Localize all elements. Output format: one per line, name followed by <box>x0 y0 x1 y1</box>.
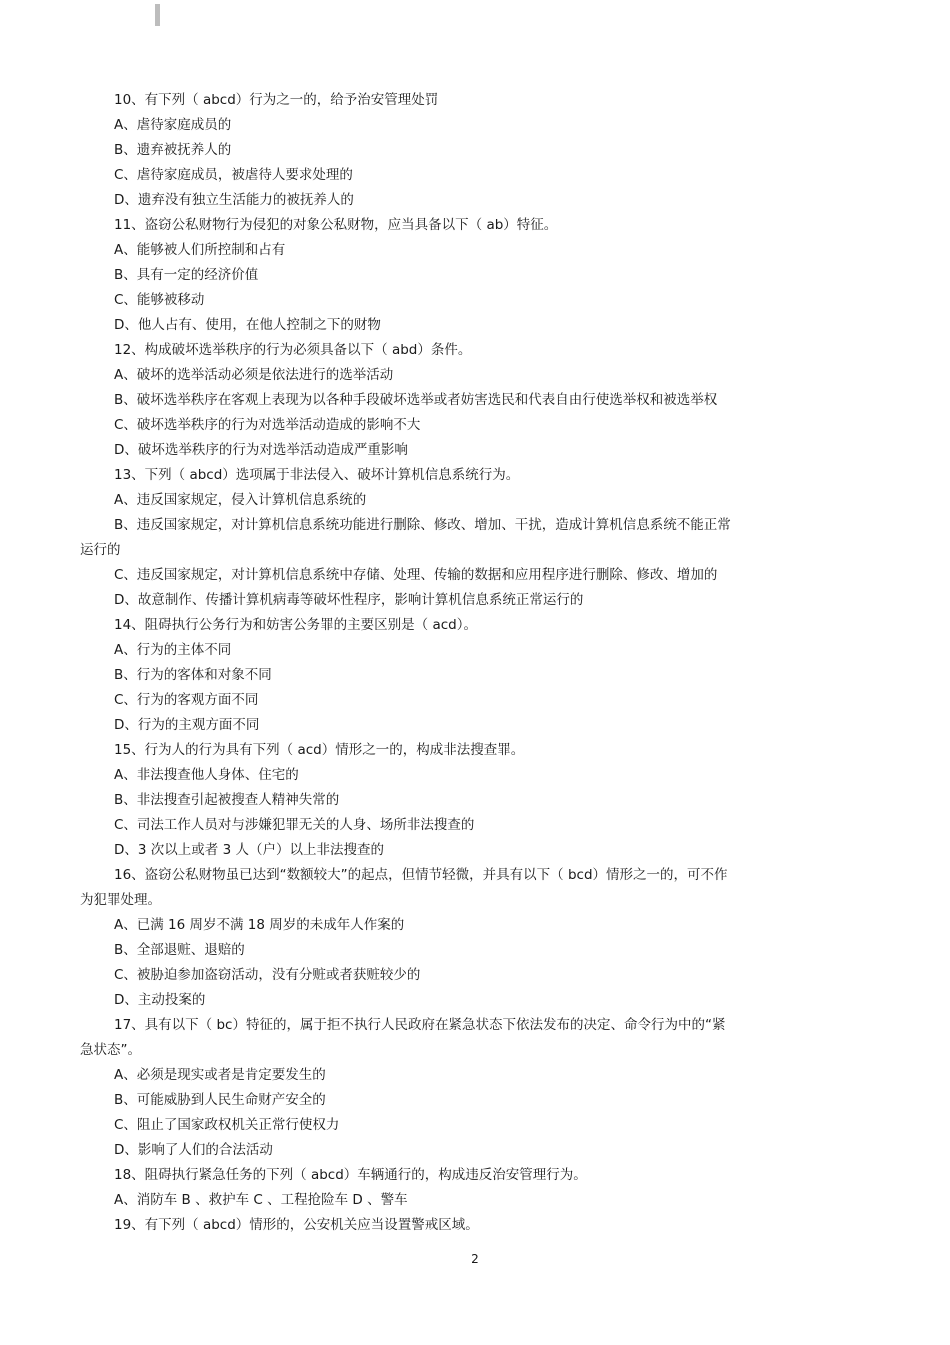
text-line: 15、行为人的行为具有下列（ acd）情形之一的，构成非法搜查罪。 <box>114 742 525 758</box>
text-line: 19、有下列（ abcd）情形的，公安机关应当设置警戒区域。 <box>114 1217 479 1233</box>
scan-artifact <box>155 4 160 26</box>
text-line: D、3 次以上或者 3 人（户）以上非法搜查的 <box>114 842 384 858</box>
text-line: D、遗弃没有独立生活能力的被抚养人的 <box>114 192 354 208</box>
text-line: A、能够被人们所控制和占有 <box>114 242 286 258</box>
text-line: B、非法搜查引起被搜查人精神失常的 <box>114 792 340 808</box>
text-line: 急状态”。 <box>80 1042 141 1058</box>
text-line: 14、阻碍执行公务行为和妨害公务罪的主要区别是（ acd）。 <box>114 617 477 633</box>
text-line: B、行为的客体和对象不同 <box>114 667 272 683</box>
text-line: 11、盗窃公私财物行为侵犯的对象公私财物，应当具备以下（ ab）特征。 <box>114 217 558 233</box>
text-line: C、虐待家庭成员，被虐待人要求处理的 <box>114 167 353 183</box>
text-line: C、破坏选举秩序的行为对选举活动造成的影响不大 <box>114 417 421 433</box>
text-line: B、破坏选举秩序在客观上表现为以各种手段破坏选举或者妨害选民和代表自由行使选举权和被选举权 <box>114 392 718 408</box>
text-line: B、全部退赃、退赔的 <box>114 942 245 958</box>
text-line: A、非法搜查他人身体、住宅的 <box>114 767 299 783</box>
text-line: C、被胁迫参加盗窃活动，没有分赃或者获赃较少的 <box>114 967 421 983</box>
text-line: B、可能威胁到人民生命财产安全的 <box>114 1092 326 1108</box>
text-line: A、必须是现实或者是肯定要发生的 <box>114 1067 326 1083</box>
text-line: A、消防车 B 、救护车 C 、工程抢险车 D 、警车 <box>114 1192 408 1208</box>
text-line: 18、阻碍执行紧急任务的下列（ abcd）车辆通行的，构成违反治安管理行为。 <box>114 1167 587 1183</box>
text-line: D、他人占有、使用，在他人控制之下的财物 <box>114 317 381 333</box>
text-line: 12、构成破坏选举秩序的行为必须具备以下（ abd）条件。 <box>114 342 472 358</box>
text-line: C、司法工作人员对与涉嫌犯罪无关的人身、场所非法搜查的 <box>114 817 475 833</box>
text-line: A、破坏的选举活动必须是依法进行的选举活动 <box>114 367 394 383</box>
text-line: 为犯罪处理。 <box>80 892 161 908</box>
text-line: 16、盗窃公私财物虽已达到“数额较大”的起点，但情节轻微，并具有以下（ bcd）情形之一的，可不作 <box>114 867 728 883</box>
page-number: 2 <box>471 1252 479 1266</box>
text-line: D、故意制作、传播计算机病毒等破坏性程序，影响计算机信息系统正常运行的 <box>114 592 584 608</box>
text-line: D、破坏选举秩序的行为对选举活动造成严重影响 <box>114 442 408 458</box>
text-line: 13、下列（ abcd）选项属于非法侵入、破坏计算机信息系统行为。 <box>114 467 520 483</box>
text-line: A、已满 16 周岁不满 18 周岁的未成年人作案的 <box>114 917 405 933</box>
text-line: D、影响了人们的合法活动 <box>114 1142 273 1158</box>
text-line: B、具有一定的经济价值 <box>114 267 259 283</box>
text-line: C、能够被移动 <box>114 292 205 308</box>
document-body <box>80 88 860 1238</box>
text-line: C、违反国家规定，对计算机信息系统中存储、处理、传输的数据和应用程序进行删除、修改、增加的 <box>114 567 718 583</box>
text-line: D、行为的主观方面不同 <box>114 717 260 733</box>
text-line: 10、有下列（ abcd）行为之一的，给予治安管理处罚 <box>114 92 439 108</box>
text-line: C、阻止了国家政权机关正常行使权力 <box>114 1117 340 1133</box>
text-line: 运行的 <box>80 542 121 558</box>
text-line: B、遗弃被抚养人的 <box>114 142 232 158</box>
text-line: 17、具有以下（ bc）特征的，属于拒不执行人民政府在紧急状态下依法发布的决定、命令行为中的“紧 <box>114 1017 726 1033</box>
text-line: A、虐待家庭成员的 <box>114 117 232 133</box>
text-line: C、行为的客观方面不同 <box>114 692 259 708</box>
text-line: D、主动投案的 <box>114 992 206 1008</box>
text-line: B、违反国家规定，对计算机信息系统功能进行删除、修改、增加、干扰，造成计算机信息系统不能正常 <box>114 517 731 533</box>
text-line: A、行为的主体不同 <box>114 642 232 658</box>
text-line: A、违反国家规定，侵入计算机信息系统的 <box>114 492 367 508</box>
